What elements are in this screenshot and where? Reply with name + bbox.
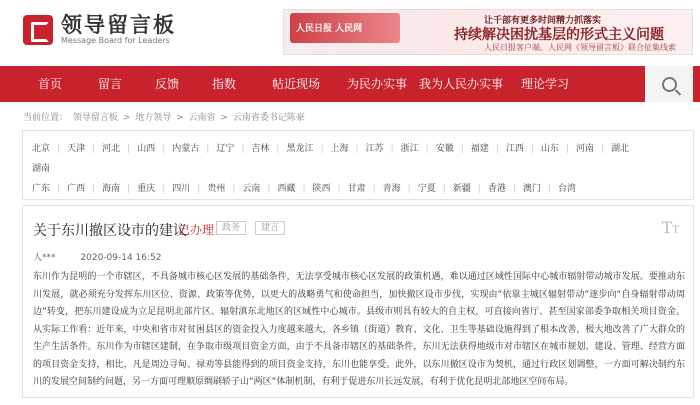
region-link[interactable]: 香港 bbox=[487, 184, 506, 194]
region-separator: | bbox=[495, 144, 499, 154]
message-body: 东川作为昆明的一个市辖区，不具备城市核心区发展的基础条件，无法享受城市核心区发展的政策机遇，难以通过区域性国际中心城市辐射带动城市发展。要推动东川发展，就必须充分发挥东川区位、资源、政策等优势，以更大的战略勇气和使命担当，加快撤区设市步伐，实现由“依靠主城区辐射带动”逐步向“自身辐射带动周边”转变，把东川建设成为立足昆明北部片区、辐射滇东北地区的区域性中心城市。县级市则具有较大的自主权，可直接向省厅、甚至国家部委争取相关项目资金。从实际工作看：近年来，中央和省市对贫困县区的资金投入力度越来越大，各乡镇（街道）教育、文化、卫生等基础设施得到了根本改善，极大地改善了广大群众的生产生活条件。东川作为市辖区建制，在争取市级项目资金方面，由于不具备市辖区的基础条件，东川无法获得地级市对市辖区在城市规划、建设、管理、经营方面的项目资金支持，相比，凡是周边寻甸、禄劝等县能得到的项目资金支持，东川也能享受。此外，以东川撤区设市为契机，通过行政区划调整，一方面可解决制约东川的发展空间制约问题，另一方面可理顺原绸刷轿子山“两区”体制机制，有利于促进东川长远发展，有利于优化昆明北部地区空间布局。 bbox=[33, 272, 685, 387]
region-separator: | bbox=[162, 144, 166, 154]
breadcrumb-province[interactable]: 云南省 bbox=[188, 113, 216, 123]
region-link[interactable]: 江苏 bbox=[365, 144, 384, 154]
campaign-banner[interactable] bbox=[283, 9, 693, 55]
banner-line3: 人民日报客户端、人民网《领导留言板》联合征集线索 bbox=[484, 43, 676, 52]
region-row bbox=[25, 141, 636, 154]
nav-feedback[interactable]: 反馈 bbox=[154, 77, 179, 91]
region-link[interactable]: 广西 bbox=[67, 184, 86, 194]
post-date: 2020-09-14 16:52 bbox=[80, 253, 162, 263]
region-link[interactable]: 台湾 bbox=[557, 184, 576, 194]
region-separator: | bbox=[512, 184, 516, 194]
region-separator: | bbox=[206, 144, 210, 154]
region-separator: | bbox=[320, 144, 324, 154]
region-separator: | bbox=[127, 184, 131, 194]
search-icon bbox=[662, 77, 677, 92]
region-link[interactable]: 河南 bbox=[575, 144, 594, 154]
region-separator: | bbox=[302, 184, 306, 194]
region-link[interactable]: 内蒙古 bbox=[172, 144, 200, 154]
region-separator: | bbox=[407, 184, 411, 194]
logo-title: 领导留言板 bbox=[61, 13, 176, 37]
nav-practical[interactable]: 为民办实事 bbox=[346, 77, 407, 91]
region-link[interactable]: 陕西 bbox=[312, 184, 331, 194]
region-separator: | bbox=[425, 144, 429, 154]
breadcrumb-label: 当前位置： bbox=[23, 113, 69, 123]
region-link[interactable]: 海南 bbox=[102, 184, 121, 194]
author: 人*** bbox=[33, 253, 56, 263]
nav-home[interactable]: 首页 bbox=[37, 77, 62, 91]
nav-serve-people-label: 我为人民办实事 bbox=[418, 77, 503, 91]
tag-suggestion[interactable]: 建言 bbox=[255, 221, 285, 235]
banner-headline: 持续解决困扰基层的形式主义问题 bbox=[454, 27, 664, 43]
region-separator: | bbox=[442, 184, 446, 194]
banner-line1: 让千部有更多时间精力抓落实 bbox=[484, 16, 602, 26]
region-separator: | bbox=[267, 184, 271, 194]
breadcrumb-sep: > bbox=[176, 113, 184, 123]
region-link[interactable]: 北京 bbox=[32, 144, 51, 154]
region-link[interactable]: 福建 bbox=[470, 144, 489, 154]
nav-index[interactable]: 指数 bbox=[211, 77, 236, 91]
region-link[interactable]: 广东 bbox=[32, 184, 51, 194]
region-link[interactable]: 宁夏 bbox=[417, 184, 436, 194]
region-link[interactable]: 西藏 bbox=[277, 184, 296, 194]
font-size-icon[interactable]: TT bbox=[661, 218, 679, 237]
tag-politics[interactable]: 政务 bbox=[216, 221, 246, 235]
message-detail bbox=[22, 205, 694, 398]
breadcrumb-board[interactable]: 领导留言板 bbox=[72, 113, 118, 123]
region-separator: | bbox=[477, 184, 481, 194]
nav-message[interactable]: 留言 bbox=[97, 77, 122, 91]
region-separator: | bbox=[276, 144, 280, 154]
nav-live[interactable]: 帖近现场 bbox=[271, 77, 320, 91]
region-link[interactable]: 山西 bbox=[137, 144, 156, 154]
region-separator: | bbox=[232, 184, 236, 194]
region-separator: | bbox=[390, 144, 394, 154]
region-separator: | bbox=[337, 184, 341, 194]
banner-brand-block bbox=[290, 13, 400, 43]
region-link[interactable]: 浙江 bbox=[400, 144, 419, 154]
region-separator: | bbox=[57, 144, 61, 154]
region-link[interactable]: 黑龙江 bbox=[286, 144, 314, 154]
region-link[interactable]: 新疆 bbox=[452, 184, 471, 194]
region-separator: | bbox=[92, 144, 96, 154]
region-link[interactable]: 湖北 bbox=[611, 144, 630, 154]
region-link[interactable]: 四川 bbox=[172, 184, 191, 194]
breadcrumb-sep: > bbox=[220, 113, 228, 123]
region-link[interactable]: 江西 bbox=[505, 144, 524, 154]
region-link[interactable]: 甘肃 bbox=[347, 184, 366, 194]
breadcrumb bbox=[23, 110, 307, 123]
region-link[interactable]: 青海 bbox=[382, 184, 401, 194]
breadcrumb-local[interactable]: 地方领导 bbox=[135, 113, 172, 123]
nav-theory[interactable]: 理论学习 bbox=[520, 77, 569, 91]
site-logo[interactable] bbox=[23, 14, 176, 46]
breadcrumb-leader[interactable]: 云南省委书记陈豪 bbox=[232, 113, 305, 123]
region-link[interactable]: 重庆 bbox=[137, 184, 156, 194]
region-separator: | bbox=[600, 144, 604, 154]
main-nav bbox=[0, 66, 700, 102]
region-separator: | bbox=[530, 144, 534, 154]
region-link[interactable]: 湖南 bbox=[32, 164, 51, 174]
region-link[interactable]: 山东 bbox=[540, 144, 559, 154]
region-separator: | bbox=[460, 144, 464, 154]
logo-subtitle: Message Board for Leaders bbox=[61, 36, 170, 45]
region-link[interactable]: 辽宁 bbox=[216, 144, 235, 154]
breadcrumb-sep: > bbox=[122, 113, 131, 123]
message-title: 关于东川撤区设市的建议 bbox=[33, 223, 187, 239]
header bbox=[0, 0, 700, 66]
region-separator: | bbox=[547, 184, 551, 194]
region-link[interactable]: 上海 bbox=[330, 144, 349, 154]
region-link[interactable]: 河北 bbox=[102, 144, 121, 154]
region-link[interactable]: 澳门 bbox=[522, 184, 541, 194]
logo-icon bbox=[23, 15, 53, 45]
region-link[interactable]: 天津 bbox=[67, 144, 86, 154]
region-separator: | bbox=[241, 144, 245, 154]
region-row bbox=[25, 161, 57, 174]
region-link[interactable]: 吉林 bbox=[251, 144, 270, 154]
region-link[interactable]: 贵州 bbox=[207, 184, 226, 194]
status-badge: 已办理 bbox=[178, 223, 215, 237]
region-separator: | bbox=[92, 184, 96, 194]
region-separator: | bbox=[355, 144, 359, 154]
region-separator: | bbox=[197, 184, 201, 194]
region-separator: | bbox=[127, 144, 131, 154]
region-link[interactable]: 安徽 bbox=[435, 144, 454, 154]
region-separator: | bbox=[162, 184, 166, 194]
search-button[interactable] bbox=[645, 66, 693, 102]
region-separator: | bbox=[57, 184, 61, 194]
region-separator: | bbox=[372, 184, 376, 194]
region-link[interactable]: 云南 bbox=[242, 184, 261, 194]
region-selector bbox=[22, 130, 694, 200]
message-meta bbox=[33, 250, 162, 263]
region-separator: | bbox=[565, 144, 569, 154]
region-row bbox=[25, 181, 583, 194]
nav-serve-people[interactable] bbox=[414, 66, 508, 102]
banner-brand: 人民日报 人民网 bbox=[296, 24, 363, 34]
